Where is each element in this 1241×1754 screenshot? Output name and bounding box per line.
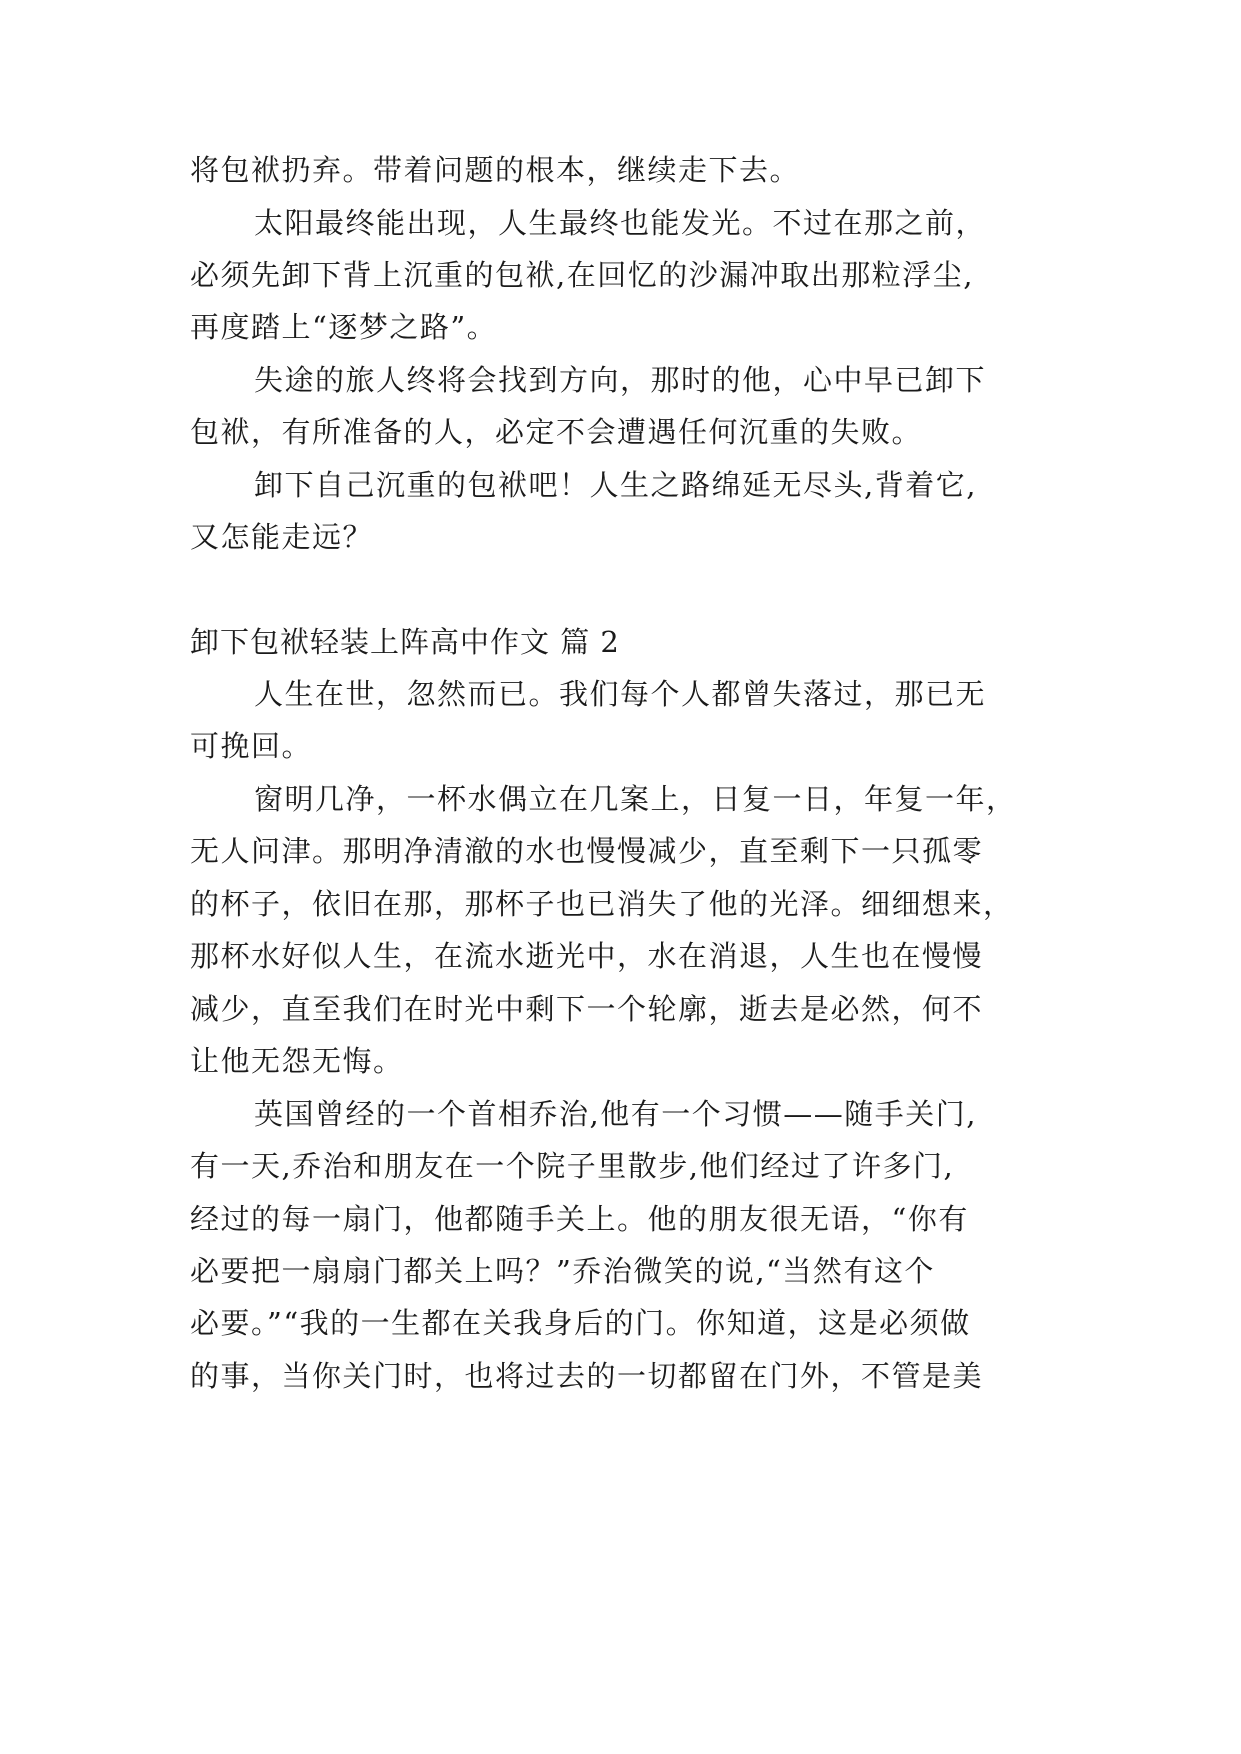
paragraph-line: 让他无怨无悔。: [190, 1044, 404, 1078]
section-heading: 卸下包袱轻装上阵高中作文 篇 2: [190, 625, 620, 659]
paragraph-line: 减少，直至我们在时光中剩下一个轮廓，逝去是必然，何不: [190, 992, 984, 1026]
paragraph-line: 失途的旅人终将会找到方向，那时的他，心中早已卸下: [254, 363, 987, 397]
paragraph-line: 人生在世，忽然而已。我们每个人都曾失落过，那已无: [254, 677, 987, 711]
paragraph-line: 经过的每一扇门，他都随手关上。他的朋友很无语，“你有: [190, 1202, 969, 1236]
paragraph-line: 包袱，有所准备的人，必定不会遭遇任何沉重的失败。: [190, 415, 923, 449]
paragraph-line: 再度踏上“逐梦之路”。: [190, 310, 498, 344]
paragraph-line: 那杯水好似人生，在流水逝光中，水在消退，人生也在慢慢: [190, 939, 984, 973]
paragraph-line: 英国曾经的一个首相乔治,他有一个习惯——随手关门,: [254, 1097, 977, 1131]
paragraph-line: 的杯子，依旧在那，那杯子也已消失了他的光泽。细细想来，: [190, 887, 1014, 921]
paragraph-line: 卸下自己沉重的包袱吧！人生之路绵延无尽头,背着它,: [254, 468, 977, 502]
paragraph-line: 必要。”“我的一生都在关我身后的门。你知道，这是必须做: [190, 1306, 971, 1340]
paragraph-line: 的事，当你关门时，也将过去的一切都留在门外，不管是美: [190, 1359, 984, 1393]
paragraph-line: 有一天,乔治和朋友在一个院子里散步,他们经过了许多门,: [190, 1149, 955, 1183]
paragraph-line: 窗明几净，一杯水偶立在几案上，日复一日，年复一年，: [254, 782, 1017, 816]
paragraph-line: 无人问津。那明净清澈的水也慢慢减少，直至剩下一只孤零: [190, 834, 984, 868]
paragraph-line: 必须先卸下背上沉重的包袱,在回忆的沙漏冲取出那粒浮尘,: [190, 258, 974, 292]
paragraph-line: 将包袱扔弃。带着问题的根本，继续走下去。: [190, 153, 801, 187]
paragraph-line: 又怎能走远？: [190, 520, 374, 554]
paragraph-line: 可挽回。: [190, 729, 313, 763]
paragraph-line: 必要把一扇扇门都关上吗？”乔治微笑的说,“当然有这个: [190, 1254, 935, 1288]
paragraph-line: 太阳最终能出现，人生最终也能发光。不过在那之前，: [254, 206, 987, 240]
